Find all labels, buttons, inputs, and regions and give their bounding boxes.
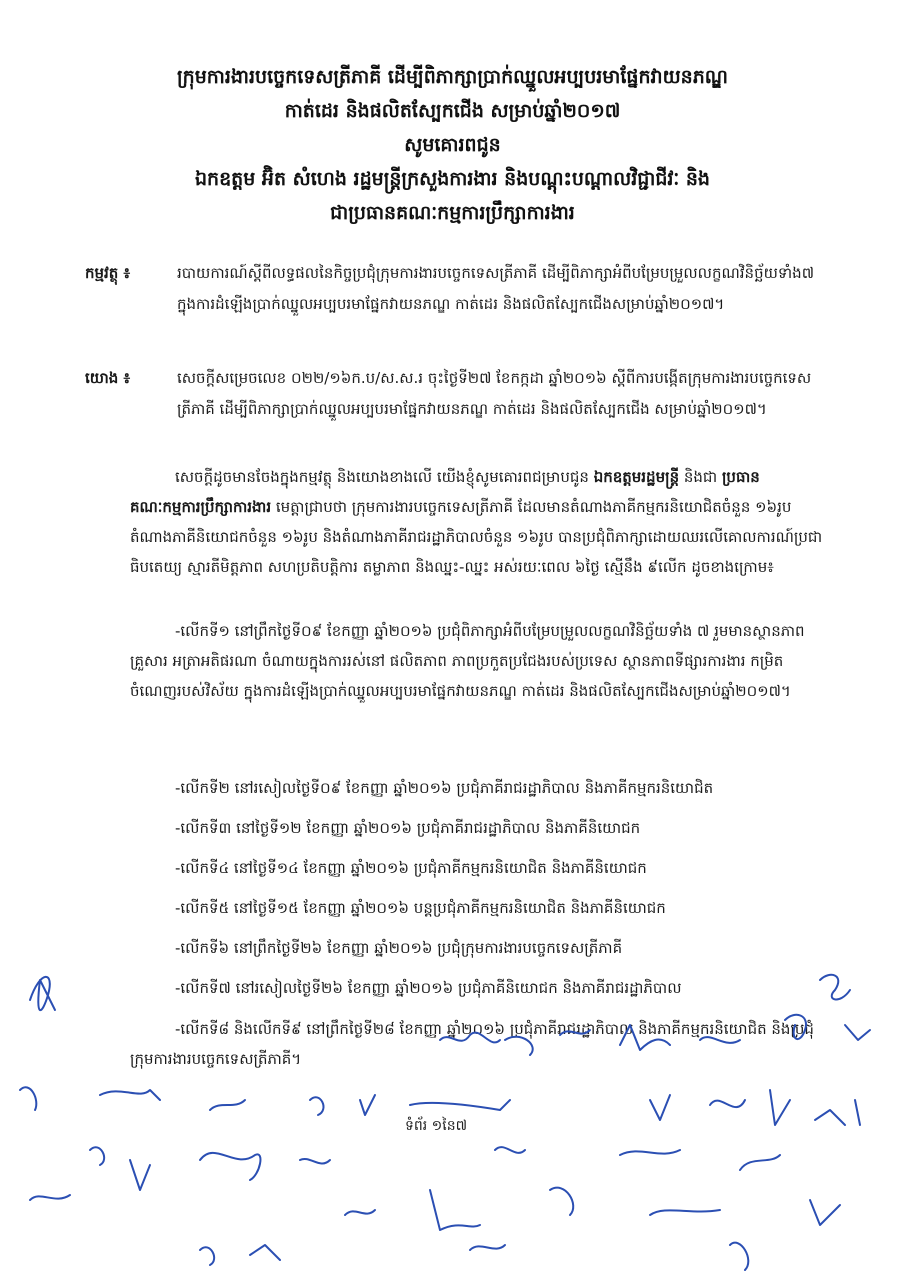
signature <box>845 1025 870 1040</box>
intro-paragraph <box>130 462 825 582</box>
signature <box>730 1243 748 1270</box>
header-addressee-line2: ជាប្រធានគណៈកម្មការប្រឹក្សាការងារ <box>330 202 575 224</box>
list-item: -លើកទី៦ នៅព្រឹកថ្ងៃទី២៦ ខែកញ្ញា ឆ្នាំ២០១៦ ប្រជុំក្រុមការងារបច្ចេកទេសត្រីភាគី <box>175 939 623 957</box>
signature <box>810 1200 840 1225</box>
signature <box>495 1147 525 1153</box>
reference-row <box>85 363 825 425</box>
signature <box>650 1210 720 1215</box>
header-title-line1: ក្រុមការងារបច្ចេកទេសត្រីភាគី ដើម្បីពិភាក្សាប្រាក់ឈ្នួលអប្បបរមាផ្នែកវាយនភណ្ឌ <box>176 66 728 88</box>
signature <box>550 1188 573 1215</box>
intro-text-3: មេត្តាជ្រាបថា ក្រុមការងារបច្ចេកទេសត្រីភាគី ដែលមានតំណាងភាគីកម្មករនិយោជិតចំនួន ១៦រូប តំណាងភាគីនិយោជកចំនួន ១៦រូប និងតំណាងភាគីរាជរដ្ឋាភិបាលចំនួន ១៦រូប បានប្រជុំពិភាក្សាដោយឈរលើគោលការណ៍ប្រជាធិបតេយ្យ ស្មារតីមិត្តភាព សហប្រតិបត្តិការ តម្លាភាព និងឈ្នះ-ឈ្នះ អស់រយៈពេល ៦ថ្ងៃ ស្មើនឹង ៩លើក ដូចខាងក្រោម៖ <box>130 498 823 576</box>
header-salutation: សូមគោរពជូន <box>404 134 501 156</box>
signature <box>360 1095 375 1115</box>
signature <box>130 1160 150 1190</box>
signature <box>90 1147 104 1165</box>
signature <box>250 1245 280 1260</box>
signature <box>505 1037 533 1055</box>
intro-text-2: និងជា <box>679 468 722 486</box>
subject-row <box>85 258 825 320</box>
signature <box>855 1100 860 1125</box>
signature <box>820 975 850 1000</box>
signature <box>30 977 55 1010</box>
signature <box>30 1195 70 1200</box>
signature <box>410 1100 510 1110</box>
reference-text: សេចក្តីសម្រេចលេខ ០២២/១៦ក.ប/ស.ស.រ ចុះថ្ងៃទី២៧ ខែកក្កដា ឆ្នាំ២០១៦ ស្តីពីការបង្កើតក្រុមការងារបច្ចេកទេសត្រីភាគី ដើម្បីពិភាក្សាប្រាក់ឈ្នួលអប្បបរមាផ្នែកវាយនភណ្ឌ កាត់ដេរ និងផលិតស្បែកជើង សម្រាប់ឆ្នាំ២០១៧។ <box>177 369 812 418</box>
signature <box>710 1100 745 1107</box>
signature <box>700 1037 740 1043</box>
signature <box>20 1087 36 1110</box>
list-item: -លើកទី៥ នៅថ្ងៃទី១៥ ខែកញ្ញា ឆ្នាំ២០១៦ បន្តប្រជុំភាគីកម្មករនិយោជិត និងភាគីនិយោជក <box>175 899 666 917</box>
intro-bold-minister: ឯកឧត្តមរដ្ឋមន្ត្រី <box>593 468 680 486</box>
signature <box>770 1090 790 1125</box>
signature <box>210 1100 245 1110</box>
signature <box>620 1025 670 1050</box>
document-header <box>60 60 845 230</box>
signatures-block <box>0 960 905 1280</box>
signature <box>310 1097 323 1115</box>
list-item: -លើកទី៤ នៅថ្ងៃទី១៤ ខែកញ្ញា ឆ្នាំ២០១៦ ប្រជុំភាគីកម្មករនិយោជិត និងភាគីនិយោជក <box>175 859 647 877</box>
list-item: -លើកទី៣ នៅថ្ងៃទី១២ ខែកញ្ញា ឆ្នាំ២០១៦ ប្រជុំភាគីរាជរដ្ឋាភិបាល និងភាគីនិយោជក <box>175 819 641 837</box>
intro-bold-council: ប្រធានគណៈកម្មការប្រឹក្សាការងារ <box>130 468 760 516</box>
signature <box>300 1159 330 1164</box>
header-addressee-line1: ឯកឧត្តម អ៊ិត សំហេង រដ្ឋមន្ត្រីក្រសួងការងារ និងបណ្តុះបណ្តាលវិជ្ជាជីវៈ និង <box>195 168 710 190</box>
signature <box>470 1245 505 1250</box>
list-item: -លើកទី៧ នៅរសៀលថ្ងៃទី២៦ ខែកញ្ញា ឆ្នាំ២០១៦ ប្រជុំភាគីនិយោជក និងភាគីរាជរដ្ឋាភិបាល <box>175 979 682 997</box>
signature <box>200 1247 214 1265</box>
intro-text-1: សេចក្តីដូចមានចែងក្នុងកម្មវត្ថុ និងយោងខាងលើ យើងខ្ញុំសូមគោរពជម្រាបជូន <box>175 468 594 486</box>
subject-text: របាយការណ៍ស្តីពីលទ្ធផលនៃកិច្ចប្រជុំក្រុមការងារបច្ចេកទេសត្រីភាគី ដើម្បីពិភាក្សាអំពីបម្រែបម្រួលលក្ខណវិនិច្ឆ័យទាំង៧ ក្នុងការដំឡើងប្រាក់ឈ្នួលអប្បបរមាផ្នែកវាយនភណ្ឌ កាត់ដេរ និងផលិតស្បែកជើងសម្រាប់ឆ្នាំ២០១៧។ <box>177 264 814 313</box>
page-number: ទំព័រ ១នៃ៧ <box>405 1118 468 1134</box>
signature <box>200 1153 260 1180</box>
reference-label: យោង ៖ <box>85 369 131 387</box>
signature <box>430 1190 480 1230</box>
signature <box>785 1015 806 1039</box>
header-title-line2: កាត់ដេរ និងផលិតស្បែកជើង សម្រាប់ឆ្នាំ២០១៧ <box>284 100 621 122</box>
signature <box>740 1155 780 1170</box>
signature <box>440 1033 500 1043</box>
list-item: -លើកទី៨ និងលើកទី៩ នៅព្រឹកថ្ងៃទី២៨ ខែកញ្ញា ឆ្នាំ២០១៦ ប្រជុំភាគីរាជរដ្ឋាភិបាល និងភាគីកម្មករនិយោជិត និងប្រជុំក្រុមការងារបច្ចេកទេសត្រីភាគី។ <box>130 1020 814 1068</box>
signature <box>560 1030 590 1035</box>
signature <box>345 1210 375 1215</box>
session-1-paragraph: -លើកទី១ នៅព្រឹកថ្ងៃទី០៩ ខែកញ្ញា ឆ្នាំ២០១៦ ប្រជុំពិភាក្សាអំពីបម្រែបម្រួលលក្ខណវិនិច្ឆ័យទាំង ៧ រួមមានស្ថានភាពគ្រួសារ អត្រាអតិផរណា ចំណាយក្នុងការរស់នៅ ផលិតភាព ភាពប្រកួតប្រជែងរបស់ប្រទេស ស្ថានភាពទីផ្សារការងារ កម្រិតចំណេញរបស់វិស័យ ក្នុងការដំឡើងប្រាក់ឈ្នួលអប្បបរមាផ្នែកវាយនភណ្ឌ កាត់ដេរ និងផលិតស្បែកជើងសម្រាប់ឆ្នាំ២០១៧។ <box>130 622 805 700</box>
signature <box>620 1150 680 1155</box>
signature <box>815 1110 845 1125</box>
signature <box>100 1090 160 1100</box>
signature <box>650 1095 670 1120</box>
list-item: -លើកទី២ នៅរសៀលថ្ងៃទី០៩ ខែកញ្ញា ឆ្នាំ២០១៦ ប្រជុំភាគីរាជរដ្ឋាភិបាល និងភាគីកម្មករនិយោជិត <box>175 779 714 797</box>
subject-label: កម្មវត្ថុ ៖ <box>85 264 131 282</box>
